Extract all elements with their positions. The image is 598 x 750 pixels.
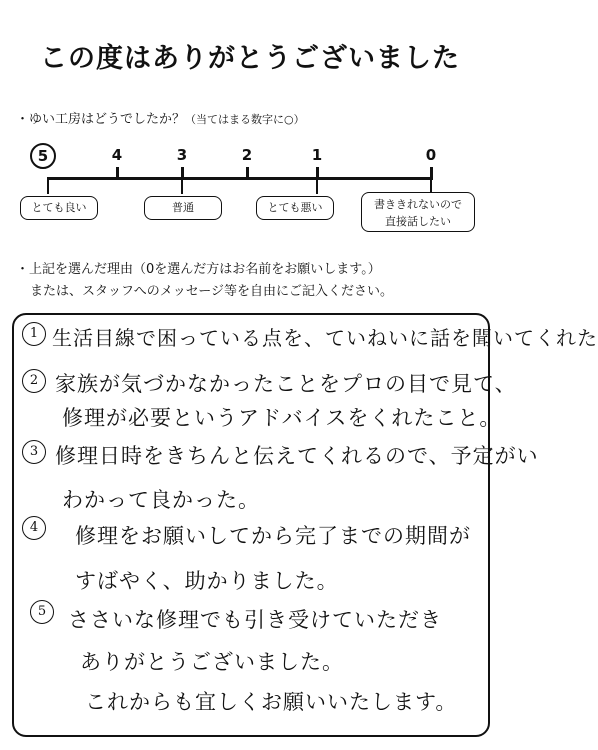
- answer-number: 4: [22, 516, 46, 540]
- answer-3-text: 修理日時をきちんと伝えてくれるので、予定がい: [55, 444, 539, 468]
- answer-4-text-cont: すばやく、助かりました。: [75, 569, 339, 593]
- scale-option-5-selected[interactable]: 5: [30, 143, 56, 169]
- answer-4-text: 修理をお願いしてから完了までの期間が: [75, 524, 471, 548]
- answer-number: 1: [22, 322, 46, 346]
- scale-option-1[interactable]: 1: [311, 146, 323, 164]
- bullet: ・: [16, 112, 30, 127]
- scale-stem: [47, 180, 49, 194]
- scale-tick: [181, 167, 184, 180]
- answer-5-text-cont2: これからも宜しくお願いいたします。: [85, 690, 458, 714]
- label-normal: 普通: [144, 196, 222, 220]
- label-direct-contact-line1: 書ききれないので: [374, 198, 462, 211]
- scale-stem: [316, 180, 318, 194]
- label-very-good: とても良い: [20, 196, 98, 220]
- question-2-line2: または、スタッフへのメッセージ等を自由にご記入ください。: [30, 284, 393, 299]
- question-2-line1: ・上記を選んだ理由（0を選んだ方はお名前をお願いします。）: [16, 262, 381, 277]
- answer-2-text-cont: 修理が必要というアドバイスをくれたこと。: [62, 406, 502, 430]
- scale-tick: [316, 167, 319, 180]
- answer-5-text-cont: ありがとうございました。: [80, 650, 344, 674]
- label-direct-contact-line2: 直接話したい: [385, 215, 451, 228]
- question-1-text: ゆい工房はどうでしたか？: [29, 112, 186, 127]
- scale-line: [47, 177, 432, 180]
- label-very-bad: とても悪い: [256, 196, 334, 220]
- answer-2-text: 家族が気づかなかったことをプロの目で見て、: [55, 372, 517, 396]
- scale-tick: [246, 167, 249, 180]
- scale-option-4[interactable]: 4: [111, 146, 123, 164]
- scale-tick: [430, 167, 433, 180]
- answer-number: 5: [30, 600, 54, 624]
- answer-number: 3: [22, 440, 46, 464]
- answer-1-text: 生活目線で困っている点を、ていねいに話を聞いてくれた: [52, 326, 598, 350]
- page-title: この度はありがとうございました: [40, 43, 460, 74]
- scale-tick: [116, 167, 119, 180]
- scale-option-2[interactable]: 2: [241, 146, 253, 164]
- question-1-note: （当てはまる数字に○）: [185, 113, 305, 126]
- scale-option-0[interactable]: 0: [425, 146, 437, 164]
- scale-option-3[interactable]: 3: [176, 146, 188, 164]
- rating-scale: [0, 0, 500, 250]
- answer-3-text-cont: わかって良かった。: [62, 488, 260, 512]
- question-2: [16, 259, 393, 303]
- scale-stem: [181, 180, 183, 194]
- label-direct-contact: [361, 192, 475, 232]
- answer-5-text: ささいな修理でも引き受けていただき: [68, 608, 442, 632]
- answer-number: 2: [22, 369, 46, 393]
